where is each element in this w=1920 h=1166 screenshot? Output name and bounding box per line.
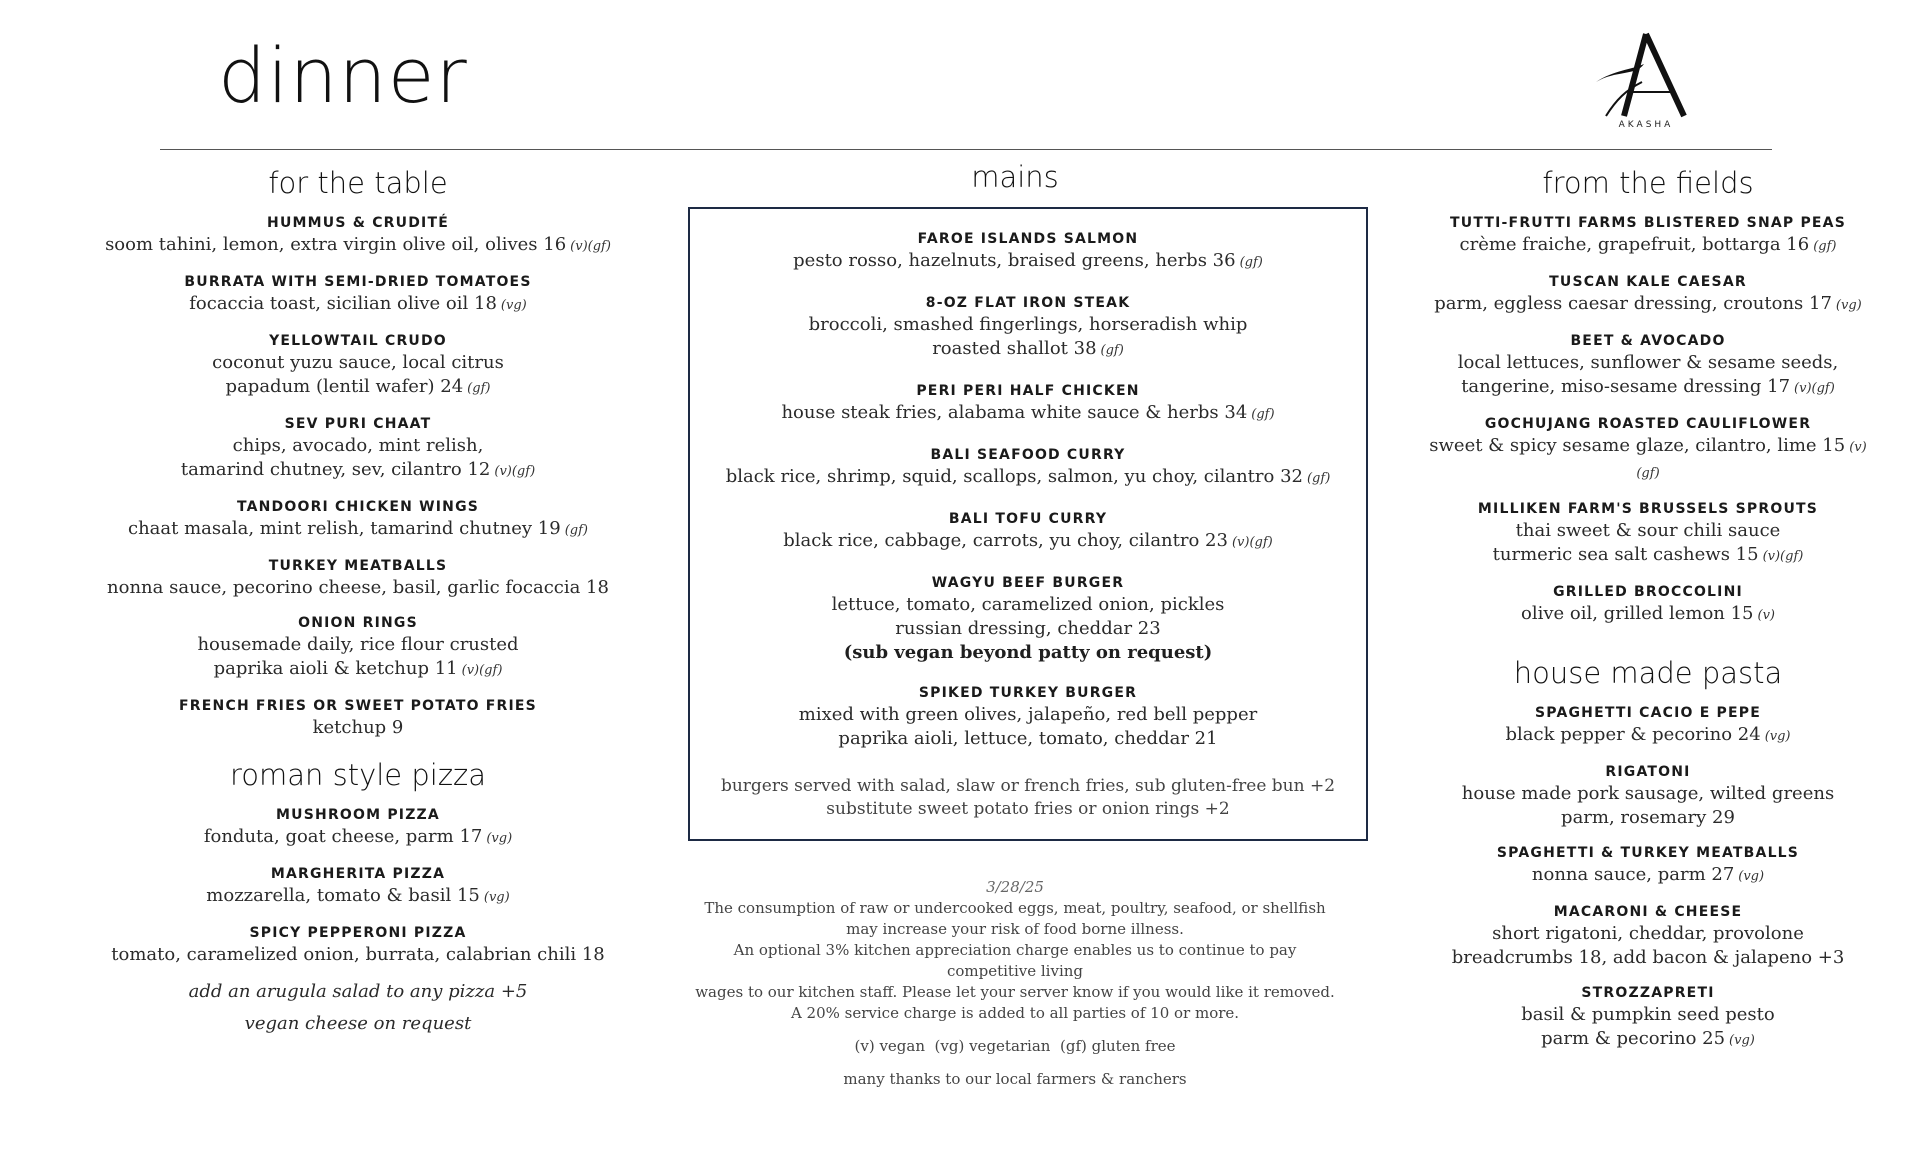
menu-item [1428,331,1868,401]
menu-item [1428,983,1868,1053]
menu-item-description [1428,375,1868,401]
menu-item-name: STROZZAPRETI [1581,984,1715,1001]
menu-item [690,509,1366,555]
menu-item-description [88,943,628,967]
menu-item-description [690,401,1366,427]
menu-item-description [690,529,1366,555]
menu-list [1428,213,1868,628]
dietary-tags: (gf) [1306,470,1331,486]
dietary-tags: (v) [1757,607,1775,623]
menu-item-name: PERI PERI HALF CHICKEN [916,382,1140,399]
menu-item-description [88,292,628,318]
pasta-section [1428,656,1868,1053]
description-text: house steak fries, alabama white sauce & herbs 34 [781,401,1248,423]
description-text: fonduta, goat cheese, parm 17 [203,825,483,847]
dietary-tags: (v)(gf) [494,463,536,479]
description-text: nonna sauce, parm 27 [1531,863,1735,885]
menu-item [88,272,628,318]
for-the-table-section [88,166,628,740]
dietary-tags: (gf) [1100,342,1124,358]
menu-item-name: TANDOORI CHICKEN WINGS [236,498,480,515]
menu-item-description [88,884,628,910]
menu-item-name: SPIKED TURKEY BURGER [918,684,1138,701]
left-column [88,166,628,1036]
menu-item [1428,582,1868,628]
description-text: nonna sauce, pecorino cheese, basil, garlic focaccia 18 [107,576,609,598]
disclaimer-line: A 20% service charge is added to all parties of 10 or more. [790,1003,1240,1022]
logo-wordmark: AKASHA [1618,120,1674,130]
menu-item-name: SPAGHETTI & TURKEY MEATBALLS [1496,844,1800,861]
menu-item-description [690,593,1366,617]
menu-item-description [1428,351,1868,375]
dietary-tags: (v)(gf) [461,662,503,678]
menu-item-name: FAROE ISLANDS SALMON [917,230,1139,247]
disclaimer-line: An optional 3% kitchen appreciation charge enables us to continue to pay competitive living [733,940,1297,980]
menu-item-name: GRILLED BROCCOLINI [1553,583,1743,600]
menu-item [690,381,1366,427]
menu-item [1428,902,1868,970]
akasha-logo [1586,30,1706,136]
menu-item-description [1428,292,1868,318]
menu-item-name: BEET & AVOCADO [1570,332,1726,349]
menu-item-name: MILLIKEN FARM'S BRUSSELS SPROUTS [1477,500,1819,517]
description-text: short rigatoni, cheddar, provolone [1492,922,1804,944]
description-text: coconut yuzu sauce, local citrus [212,351,504,373]
description-text: mixed with green olives, jalapeño, red bell pepper [798,703,1258,725]
disclaimer-line: The consumption of raw or undercooked eggs, meat, poultry, seafood, or shellfish [704,898,1326,917]
menu-item [88,696,628,740]
dietary-tags: (gf) [1239,254,1263,270]
menu-item [88,414,628,484]
description-text: tangerine, miso-sesame dressing 17 [1461,375,1791,397]
section-title: from the fields [1542,166,1754,200]
menu-item [88,213,628,259]
menu-item-description [1428,519,1868,543]
menu-item-name: MARGHERITA PIZZA [270,865,446,882]
dietary-tags: (gf) [1813,238,1837,254]
dietary-tags: (vg) [1729,1032,1755,1048]
menu-item [1428,703,1868,749]
description-text: focaccia toast, sicilian olive oil 18 [189,292,497,314]
menu-list [88,805,628,967]
menu-item-name: SEV PURI CHAAT [284,415,432,432]
menu-item [88,613,628,683]
menu-item-description [1428,1003,1868,1027]
description-text: papadum (lentil wafer) 24 [225,375,464,397]
menu-item-description [88,576,628,600]
menu-item-name: TUSCAN KALE CAESAR [1549,273,1747,290]
menu-item-name: HUMMUS & CRUDITÉ [267,214,449,231]
menu-item-description [690,313,1366,337]
description-text: breadcrumbs 18, add bacon & jalapeno +3 [1451,946,1845,968]
menu-item-description [88,233,628,259]
menu-item [1428,272,1868,318]
description-text: paprika aioli, lettuce, tomato, cheddar 21 [838,727,1218,749]
menu-item-description [1428,434,1868,486]
menu-item-description [88,375,628,401]
description-text: sweet & spicy sesame glaze, cilantro, lime 15 [1429,434,1846,456]
dietary-tags: (v)(gf) [1762,548,1804,564]
menu-item-description [1428,543,1868,569]
menu-list [1428,703,1868,1053]
fine-print [690,877,1340,1090]
description-text: black rice, shrimp, squid, scallops, salmon, yu choy, cilantro 32 [725,465,1303,487]
menu-item [88,556,628,600]
header-divider [160,149,1772,150]
menu-item [88,923,628,967]
burger-footnote [690,775,1366,821]
menu-item-description [1428,946,1868,970]
dietary-tags: (vg) [1764,728,1791,744]
section-title: for the table [268,166,448,200]
middle-column [690,160,1340,1090]
section-title: house made pasta [1513,655,1783,690]
menu-item-name: YELLOWTAIL CRUDO [269,332,447,349]
description-text: paprika aioli & ketchup 11 [213,657,458,679]
menu-item-description [88,716,628,740]
description-text: olive oil, grilled lemon 15 [1520,602,1754,624]
menu-item-name: BALI SEAFOOD CURRY [930,446,1126,463]
description-text: chaat masala, mint relish, tamarind chutney 19 [128,517,561,539]
description-text: tamarind chutney, sev, cilantro 12 [180,458,491,480]
menu-date: 3/28/25 [986,877,1044,896]
description-text: soom tahini, lemon, extra virgin olive oil, olives 16 [105,233,567,255]
menu-list [690,229,1366,751]
menu-item-name: MUSHROOM PIZZA [276,806,440,823]
menu-item [88,497,628,543]
description-text: russian dressing, cheddar 23 [895,617,1161,639]
from-the-fields-section [1428,166,1868,628]
description-text: turmeric sea salt cashews 15 [1492,543,1759,565]
menu-item-description [88,434,628,458]
dietary-tags: (gf) [467,380,491,396]
menu-item-name: BURRATA WITH SEMI-DRIED TOMATOES [184,273,532,290]
menu-item-description [690,465,1366,491]
dietary-legend: (v) vegan (vg) vegetarian (gf) gluten free [854,1036,1176,1055]
description-text: mozzarella, tomato & basil 15 [206,884,480,906]
section-title: roman style pizza [229,757,487,792]
menu-item [1428,499,1868,569]
dietary-tags: (gf) [1251,406,1275,422]
description-text: lettuce, tomato, caramelized onion, pickles [831,593,1225,615]
menu-item [88,805,628,851]
menu-item-description [1428,723,1868,749]
menu-item [690,229,1366,275]
menu-item-description [88,517,628,543]
menu-item [690,445,1366,491]
page-title: dinner [218,31,468,120]
thanks-line: many thanks to our local farmers & ranchers [843,1069,1187,1088]
footnote-line: substitute sweet potato fries or onion rings +2 [826,798,1230,819]
menu-item-description [1428,922,1868,946]
menu-item-name: RIGATONI [1605,763,1691,780]
dietary-tags: (vg) [500,297,527,313]
menu-item [88,331,628,401]
description-text: black rice, cabbage, carrots, yu choy, cilantro 23 [783,529,1228,551]
disclaimer-line: wages to our kitchen staff. Please let your server know if you would like it removed. [695,982,1335,1001]
menu-item-description [690,337,1366,363]
menu-list [88,213,628,740]
menu-item-description [88,633,628,657]
dietary-tags: (vg) [1738,868,1765,884]
description-text: thai sweet & sour chili sauce [1515,519,1781,541]
footnote-line: burgers served with salad, slaw or french fries, sub gluten-free bun +2 [720,775,1336,796]
description-text: parm, eggless caesar dressing, croutons 17 [1434,292,1832,314]
disclaimer-line: may increase your risk of food borne illness. [846,919,1184,938]
description-text: pesto rosso, hazelnuts, braised greens, herbs 36 [793,249,1236,271]
menu-item-description [1428,1027,1868,1053]
mains-box [688,207,1368,841]
description-text: black pepper & pecorino 24 [1505,723,1761,745]
menu-item [690,573,1366,665]
menu-item-name: 8-OZ FLAT IRON STEAK [925,294,1131,311]
description-text: broccoli, smashed fingerlings, horseradish whip [808,313,1248,335]
section-title: mains [971,160,1059,194]
menu-item-description [88,825,628,851]
menu-item-name: TURKEY MEATBALLS [268,557,448,574]
menu-item-name: TUTTI-FRUTTI FARMS BLISTERED SNAP PEAS [1450,214,1846,231]
description-text: housemade daily, rice flour crusted [197,633,519,655]
menu-item-description [1428,233,1868,259]
menu-item-name: SPICY PEPPERONI PIZZA [249,924,467,941]
dietary-tags: (vg) [1835,297,1862,313]
menu-item [1428,843,1868,889]
dietary-tags: (vg) [486,830,513,846]
menu-item-name: BALI TOFU CURRY [948,510,1108,527]
dietary-tags: (v)(gf) [570,238,611,254]
dietary-tags: (v)(gf) [1231,534,1273,550]
menu-item-name: FRENCH FRIES OR SWEET POTATO FRIES [179,697,537,714]
menu-item-description [690,703,1366,727]
menu-item [1428,414,1868,486]
menu-item [690,293,1366,363]
menu-item-description [1428,863,1868,889]
menu-item-description [690,727,1366,751]
description-text: tomato, caramelized onion, burrata, calabrian chili 18 [111,943,605,965]
menu-item-description [1428,782,1868,806]
menu-item [1428,762,1868,830]
description-text: crème fraiche, grapefruit, bottarga 16 [1459,233,1810,255]
menu-item-description [88,657,628,683]
description-text: house made pork sausage, wilted greens [1461,782,1835,804]
dietary-tags: (v)(gf) [1636,439,1867,481]
pizza-note: add an arugula salad to any pizza +5 [188,980,528,1002]
menu-item-description [88,458,628,484]
description-text: roasted shallot 38 [932,337,1097,359]
akasha-logo-mark [1586,30,1706,122]
menu-item-description [1428,806,1868,830]
menu-item-description [1428,602,1868,628]
menu-item-description [690,617,1366,641]
menu-item-description [690,249,1366,275]
menu-item [1428,213,1868,259]
menu-item [690,683,1366,751]
description-text: local lettuces, sunflower & sesame seeds, [1457,351,1839,373]
pizza-note: vegan cheese on request [244,1012,472,1034]
pizza-section [88,758,628,1036]
menu-item-name: SPAGHETTI CACIO E PEPE [1534,704,1762,721]
menu-item-description [88,351,628,375]
dietary-tags: (v)(gf) [1794,380,1835,396]
dietary-tags: (vg) [483,889,510,905]
menu-item [88,864,628,910]
right-column [1428,166,1868,1066]
menu-item-name: GOCHUJANG ROASTED CAULIFLOWER [1484,415,1812,432]
description-text: chips, avocado, mint relish, [232,434,484,456]
menu-item-option: (sub vegan beyond patty on request) [843,641,1213,663]
dietary-tags: (gf) [564,522,588,538]
description-text: ketchup 9 [312,716,404,738]
menu-item-name: WAGYU BEEF BURGER [931,574,1125,591]
description-text: parm, rosemary 29 [1561,806,1735,828]
menu-item-name: MACARONI & CHEESE [1553,903,1743,920]
description-text: basil & pumpkin seed pesto [1521,1003,1775,1025]
menu-item-name: ONION RINGS [298,614,418,631]
description-text: parm & pecorino 25 [1541,1027,1726,1049]
